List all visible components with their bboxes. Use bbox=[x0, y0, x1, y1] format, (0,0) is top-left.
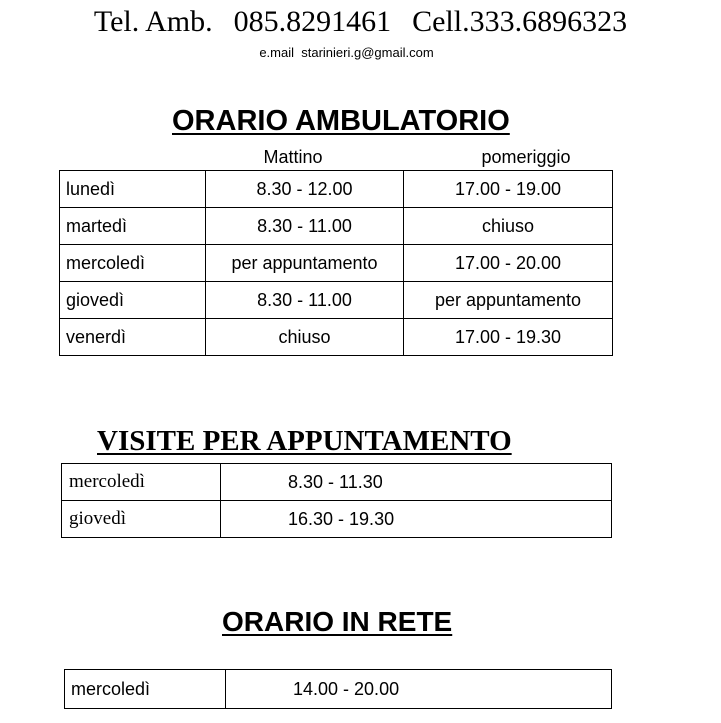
table-row bbox=[62, 501, 612, 538]
day-cell: venerdì bbox=[60, 319, 206, 356]
cell-label: Cell. bbox=[412, 5, 470, 38]
morning-cell: chiuso bbox=[206, 319, 404, 356]
day-cell: mercoledì bbox=[65, 670, 226, 709]
time-cell: 16.30 - 19.30 bbox=[221, 501, 612, 538]
day-cell: martedì bbox=[60, 208, 206, 245]
morning-cell: per appuntamento bbox=[206, 245, 404, 282]
table-row bbox=[60, 282, 613, 319]
afternoon-cell: 17.00 - 20.00 bbox=[404, 245, 613, 282]
afternoon-cell: chiuso bbox=[404, 208, 613, 245]
phone-number: 085.8291461 bbox=[233, 5, 392, 38]
table-row bbox=[60, 208, 613, 245]
visite-appuntamento-title: VISITE PER APPUNTAMENTO bbox=[97, 425, 512, 457]
table-row bbox=[65, 670, 612, 709]
day-cell: giovedì bbox=[60, 282, 206, 319]
phone-label: Tel. Amb. bbox=[93, 5, 213, 38]
email-label: e.mail bbox=[259, 45, 295, 60]
table-row bbox=[62, 464, 612, 501]
email-address[interactable]: starinieri.g@gmail.com bbox=[301, 45, 434, 60]
cell-number: 333.6896323 bbox=[469, 5, 628, 38]
orario-in-rete-table bbox=[64, 669, 612, 709]
time-cell: 8.30 - 11.30 bbox=[221, 464, 612, 501]
orario-in-rete-title: ORARIO IN RETE bbox=[222, 606, 453, 637]
afternoon-cell: 17.00 - 19.30 bbox=[404, 319, 613, 356]
afternoon-cell: per appuntamento bbox=[404, 282, 613, 319]
visite-appuntamento-table bbox=[61, 463, 612, 538]
morning-cell: 8.30 - 11.00 bbox=[206, 282, 404, 319]
day-cell: mercoledì bbox=[62, 464, 221, 501]
contact-phones bbox=[0, 2, 721, 42]
table-row bbox=[60, 319, 613, 356]
contact-email bbox=[0, 45, 693, 61]
morning-cell: 8.30 - 11.00 bbox=[206, 208, 404, 245]
table-row bbox=[60, 171, 613, 208]
orario-ambulatorio-table bbox=[59, 170, 613, 356]
table-row bbox=[60, 245, 613, 282]
morning-cell: 8.30 - 12.00 bbox=[206, 171, 404, 208]
time-cell: 14.00 - 20.00 bbox=[226, 670, 612, 709]
column-header-afternoon: pomeriggio bbox=[481, 147, 571, 167]
orario-ambulatorio-title: ORARIO AMBULATORIO bbox=[172, 105, 510, 137]
afternoon-cell: 17.00 - 19.00 bbox=[404, 171, 613, 208]
day-cell: lunedì bbox=[60, 171, 206, 208]
column-header-morning: Mattino bbox=[263, 147, 323, 167]
day-cell: giovedì bbox=[62, 501, 221, 538]
day-cell: mercoledì bbox=[60, 245, 206, 282]
